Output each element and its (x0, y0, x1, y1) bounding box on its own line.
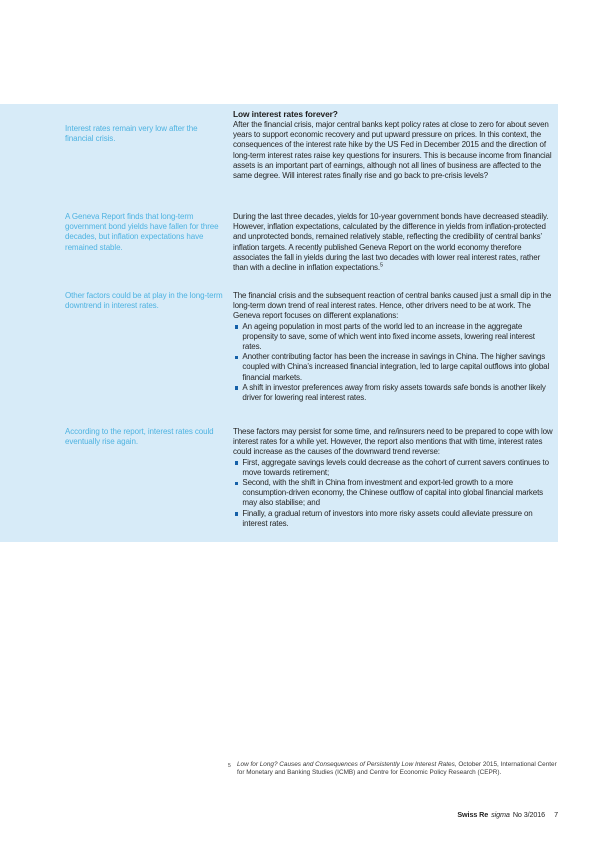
list-item-text: An ageing population in most parts of the world led to an increase in the aggregate propensity to save, some of which went into fixed income assets, lowering real interest rates. (242, 321, 535, 352)
list-item (233, 322, 555, 353)
footer-page-number: 7 (554, 810, 558, 819)
margin-note: A Geneva Report finds that long-term government bond yields have fallen for three decades, but inflation expectations have remained stable. (65, 212, 219, 252)
list-item-text: First, aggregate savings levels could decrease as the cohort of current savers continues to move towards retirement; (242, 457, 549, 477)
list-item (233, 352, 555, 383)
footnote-source-title: Low for Long? Causes and Consequences of Persistently Low Interest Rates (237, 761, 455, 768)
list-item-text: Second, with the shift in China from investment and export-led growth to a more consumption-driven economy, the Chinese outflow of capital into global financial markets may also stabilise; and (242, 478, 543, 508)
footnote (228, 761, 560, 777)
paragraph-text: The financial crisis and the subsequent reaction of central banks caused just a small dip in the long-term down trend of real interest rates. Hence, other drivers need to be at work. The Geneva report focuses on different explanations: (233, 291, 552, 321)
footer-issue: No 3/2016 (512, 810, 546, 819)
body-paragraph-with-list (233, 291, 555, 403)
bullet-square-icon (235, 325, 238, 328)
body-paragraph-with-list (233, 427, 555, 529)
bullet-square-icon (235, 356, 238, 359)
paragraph-text: During the last three decades, yields for 10-year government bonds have decreased steadily. However, inflation expectations, calculated by the difference in yields from inflation-protected and unprotected bonds, remained relatively stable, reflecting the credibility of central banks’ inflation targets. A recently published Geneva Report on the world economy therefore associates the fall in yields during the last two decades with lower real interest rates, rather than with a decline in inflation expectations. (233, 212, 549, 273)
footer-brand: Swiss Re (457, 810, 489, 819)
bullet-square-icon (235, 482, 238, 485)
footer-publication: sigma (491, 810, 510, 819)
bullet-square-icon (235, 461, 238, 464)
body-paragraph: After the financial crisis, major central banks kept policy rates at close to zero for about seven years to support economic recovery and put upward pressure on prices. In this context, the consequences of the interest rate hike by the US Fed in December 2015 and the direction of long-term interest rates raise key questions for insurers. This is because income from financial assets is an important part of earnings, although not all lines of business are affected to the same degree. Will interest rates finally rise and go back to pre-crisis levels? (233, 120, 552, 181)
section-heading: Low interest rates forever? (233, 109, 338, 119)
list-item-text: A shift in investor preferences away from risky assets towards safe bonds is another likely driver for lowering real interest rates. (242, 382, 546, 403)
footnote-reference: 5 (379, 262, 383, 269)
margin-note: Interest rates remain very low after the financial crisis. (65, 124, 198, 144)
list-item (233, 478, 555, 509)
list-item-text: Another contributing factor has been the increase in savings in China. The higher savings coupled with China’s increased financial integration, led to large capital outflows into global financial markets. (242, 352, 550, 382)
margin-note: According to the report, interest rates could eventually rise again. (65, 427, 214, 447)
list-item (233, 383, 555, 403)
list-item (233, 509, 555, 529)
footnote-text (237, 761, 560, 777)
bullet-square-icon (235, 512, 238, 515)
footnote-source-details: , October 2015, International Center for Monetary and Banking Studies (ICMB) and Centre for Economic Policy Research (CEPR). (237, 761, 557, 776)
list-item-text: Finally, a gradual return of investors into more risky assets could alleviate pressure on interest rates. (242, 508, 533, 528)
list-item (233, 458, 555, 478)
margin-note: Other factors could be at play in the long-term downtrend in interest rates. (65, 291, 223, 311)
bullet-square-icon (235, 386, 238, 389)
body-paragraph (233, 212, 555, 273)
paragraph-text: These factors may persist for some time, and re/insurers need to be prepared to cope with low interest rates for a while yet. However, the report also mentions that with time, interest rates could increase as the causes of the downward trend reverse: (233, 427, 553, 457)
page-footer (0, 810, 558, 819)
footnote-marker: 5 (228, 762, 231, 769)
